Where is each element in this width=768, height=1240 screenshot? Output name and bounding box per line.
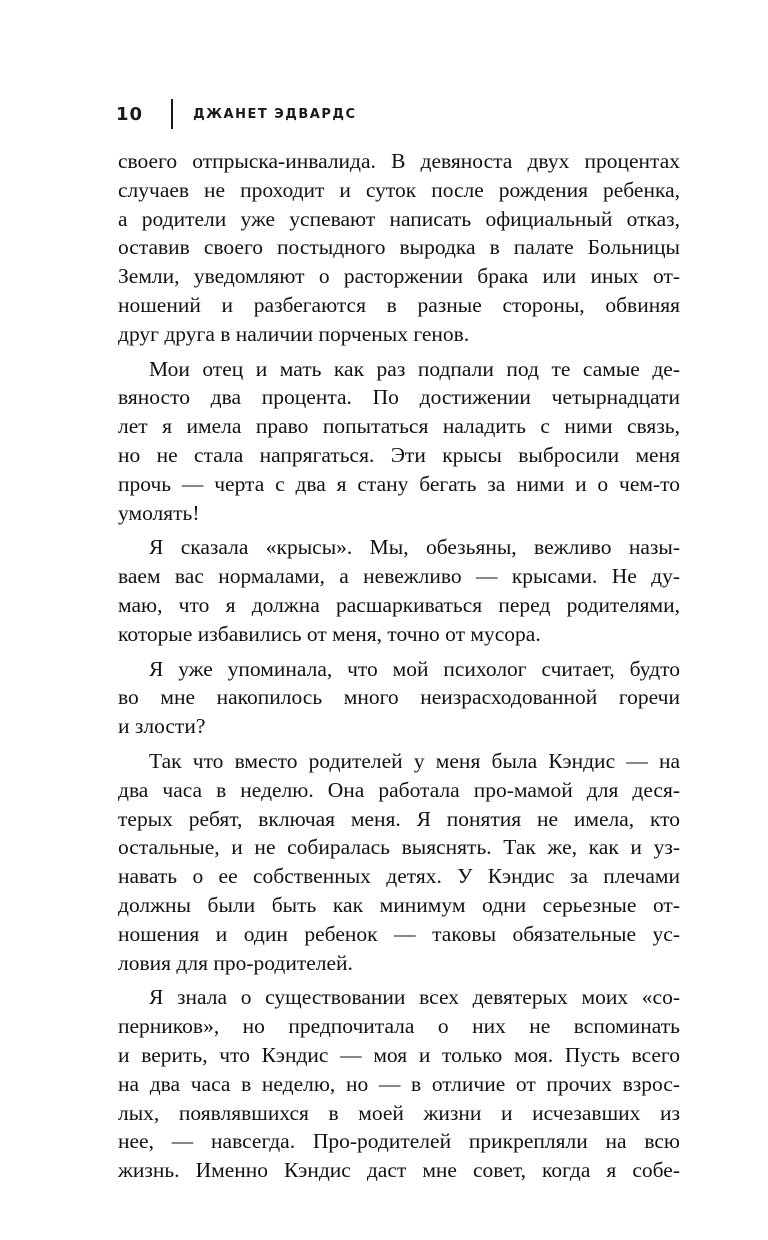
text-line: перников», но предпочитала о них не вспоминать: [118, 1014, 680, 1039]
text-line: своего отпрыска-инвалида. В девяноста двух процентах: [118, 149, 680, 173]
text-line: остальные, и не собиралась выяснять. Так же, как и уз-: [118, 835, 680, 860]
body-text: [118, 147, 680, 1185]
text-line: ношений и разбегаются в разные стороны, обвиняя: [118, 292, 680, 317]
page-number: 10: [116, 103, 144, 125]
text-line: и злости?: [118, 714, 206, 739]
running-title: ДЖАНЕТ ЭДВАРДС: [193, 106, 357, 122]
text-line: Я уже упоминала, что мой психолог считает, будто: [149, 656, 680, 681]
running-head: [116, 96, 357, 132]
text-line: оставив своего постыдного выродка в палате Больницы: [118, 235, 680, 260]
text-line: прочь — черта с два я стану бегать за ними и о чем-то: [118, 471, 680, 496]
text-line: лых, появлявшихся в моей жизни и исчезавших из: [118, 1100, 680, 1125]
text-line: нее, — навсегда. Про-родителей прикрепляли на всю: [118, 1129, 680, 1154]
text-line: и верить, что Кэндис — моя и только моя. Пусть всего: [118, 1042, 680, 1067]
text-line: два часа в неделю. Она работала про-мамой для деся-: [118, 777, 680, 802]
text-line: Мои отец и мать как раз подпали под те самые де-: [149, 356, 680, 381]
text-line: жизнь. Именно Кэндис даст мне совет, когда я собе-: [118, 1158, 680, 1183]
text-line: Я сказала «крысы». Мы, обезьяны, вежливо назы-: [149, 535, 680, 560]
text-line: но не стала напрягаться. Эти крысы выбросили меня: [118, 442, 680, 467]
text-line: должны были быть как минимум одни серьезные от-: [118, 892, 680, 917]
text-line: лет я имела право попытаться наладить с ними связь,: [118, 414, 680, 439]
text-line: навать о ее собственных детях. У Кэндис за плечами: [118, 864, 680, 889]
text-line: ношения и один ребенок — таковы обязательные ус-: [118, 921, 680, 946]
text-line: случаев не проходит и суток после рождения ребенка,: [118, 177, 680, 202]
text-line: маю, что я должна расшаркиваться перед родителями,: [118, 592, 680, 617]
text-line: Так что вместо родителей у меня была Кэндис — на: [149, 748, 680, 773]
text-line: умолять!: [118, 500, 200, 525]
text-line: которые избавились от меня, точно от мусора.: [118, 621, 541, 646]
text-line: а родители уже успевают написать официальный отказ,: [118, 206, 680, 231]
text-line: ваем вас нормалами, а невежливо — крысами. Не ду-: [118, 564, 680, 589]
text-line: во мне накопилось много неизрасходованной горечи: [118, 685, 680, 710]
text-line: друг друга в наличии порченых генов.: [118, 321, 470, 346]
text-line: вяносто два процента. По достижении четырнадцати: [118, 385, 680, 410]
text-line: терых ребят, включая меня. Я понятия не имела, кто: [118, 806, 680, 831]
text-line: на два часа в неделю, но — в отличие от прочих взрос-: [118, 1071, 680, 1096]
header-divider: [171, 99, 173, 129]
text-line: ловия для про-родителей.: [118, 950, 353, 975]
text-line: Земли, уведомляют о расторжении брака или иных от-: [118, 264, 680, 289]
text-line: Я знала о существовании всех девятерых моих «со-: [149, 985, 680, 1010]
